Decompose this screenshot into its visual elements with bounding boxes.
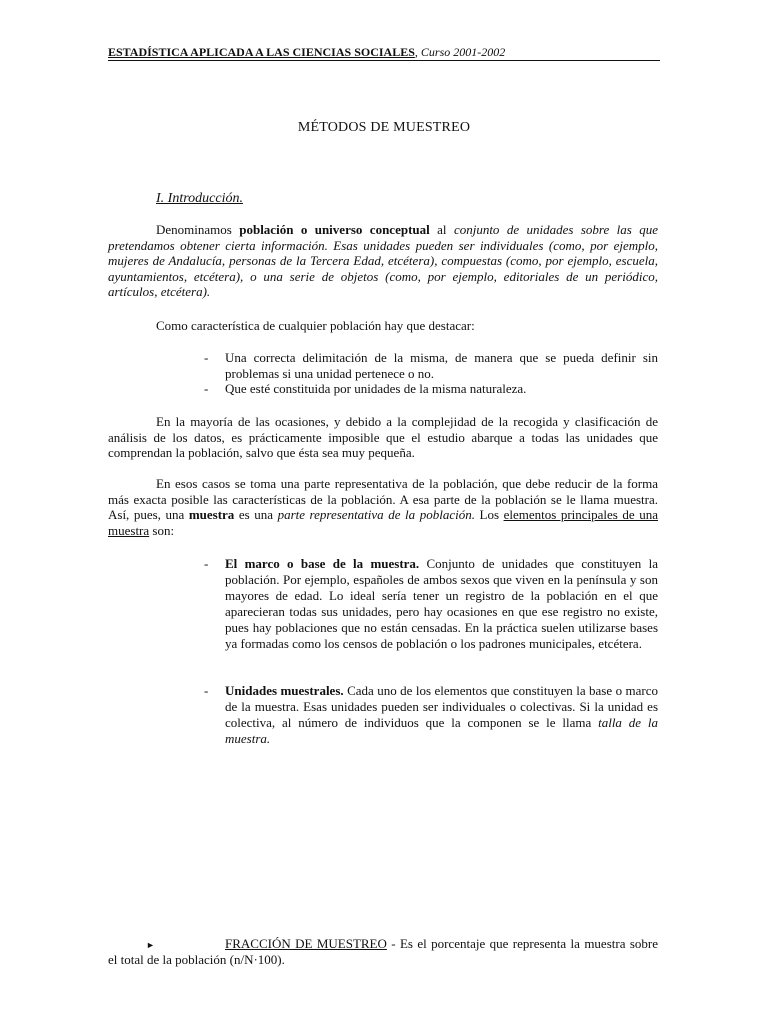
p4-text-e: Los bbox=[474, 507, 504, 522]
section-heading: I. Introducción. bbox=[156, 191, 243, 206]
paragraph-complexity: En la mayoría de las ocasiones, y debido a la complejidad de la recogida y clasificación de análisis de los datos, es prácticamente imposible que el estudio abarque a todas las unidades que comprendan la población, salvo que ésta sea muy pequeña. bbox=[108, 414, 658, 460]
sample-elements-list bbox=[204, 556, 658, 652]
triangle-bullet-icon: ► bbox=[146, 940, 155, 950]
page-header bbox=[108, 44, 660, 61]
paragraph-sample bbox=[108, 476, 658, 538]
fraccion-text: - Es el porcentaje que representa la muestra sobre el total de la población (n/N·100). bbox=[108, 936, 659, 967]
list-item-italic: talla de la muestra. bbox=[225, 715, 658, 746]
p1-text-c: al bbox=[429, 222, 454, 237]
list-item bbox=[204, 350, 658, 381]
p4-text-c: es una bbox=[234, 507, 278, 522]
course-year: Curso 2001-2002 bbox=[420, 45, 506, 59]
p1-definition: conjunto de unidades sobre las que pretendamos obtener cierta información. Esas unidades pueden ser individuales (como, por ejemplo, mujeres de Andalucía, personas de la Tercera Edad, etcétera), compuestas (como, por ejemplo, escuela, ayuntamientos, etcétera), o una serie de objetos (como, por ejemplo, editoriales de un periódico, artículos, etcétera). bbox=[108, 222, 658, 299]
list-item-text: Conjunto de unidades que constituyen la población. Por ejemplo, españoles de ambos sexos que viven en la península y son mayores de edad. Lo ideal sería tener un registro de la población en el que aparecieran todas sus unidades, pero hay ocasiones en que ese registro no existe, pues hay poblaciones que no están censadas. En la práctica suelen utilizarse bases ya formadas como los censos de población o los padrones municipales, etcétera. bbox=[225, 556, 659, 651]
list-dash: - bbox=[204, 556, 209, 571]
list-item-term: Unidades muestrales. bbox=[225, 683, 344, 698]
page-title: MÉTODOS DE MUESTREO bbox=[297, 120, 471, 135]
list-dash: - bbox=[204, 381, 209, 396]
p4-text-a: En esos casos se toma una parte representativa de la población, que debe reducir de la forma más exacta posible las características de la población. A esa parte de la población se le llama muestra. Así, pues, una bbox=[108, 476, 658, 522]
paragraph-fraccion bbox=[108, 936, 658, 967]
paragraph-definition bbox=[108, 222, 658, 300]
p4-elements-link: elementos principales de una muestra bbox=[108, 507, 658, 538]
p4-text-g: son: bbox=[149, 522, 175, 538]
p4-definition: parte representativa de la población. bbox=[277, 507, 475, 522]
list-item bbox=[204, 556, 658, 652]
characteristics-list bbox=[204, 350, 658, 397]
list-item-term: El marco o base de la muestra. bbox=[225, 556, 420, 571]
list-item bbox=[204, 381, 658, 397]
paragraph-characteristics: Como característica de cualquier población hay que destacar: bbox=[156, 318, 475, 333]
course-name: ESTADÍSTICA APLICADA A LAS CIENCIAS SOCIALES bbox=[108, 45, 415, 59]
header-separator: , bbox=[414, 45, 418, 59]
list-dash: - bbox=[204, 683, 209, 698]
list-item-text: Que esté constituida por unidades de la misma naturaleza. bbox=[225, 381, 527, 396]
list-item bbox=[204, 683, 658, 747]
list-item-text: Cada uno de los elementos que constituyen la base o marco de la muestra. Esas unidades pueden ser individuales o colectivas. Si la unidad es colectiva, al número de individuos que la componen se le llama bbox=[225, 683, 658, 730]
p1-text-a: Denominamos bbox=[156, 222, 240, 237]
p4-term-muestra: muestra bbox=[188, 507, 235, 522]
list-item-text: Una correcta delimitación de la misma, de manera que se pueda definir sin problemas si una unidad pertenece o no. bbox=[225, 350, 658, 381]
fraccion-label: FRACCIÓN DE MUESTREO bbox=[225, 936, 387, 951]
p1-term: población o universo conceptual bbox=[239, 222, 430, 237]
list-dash: - bbox=[204, 350, 209, 365]
sample-units-list bbox=[204, 683, 658, 747]
